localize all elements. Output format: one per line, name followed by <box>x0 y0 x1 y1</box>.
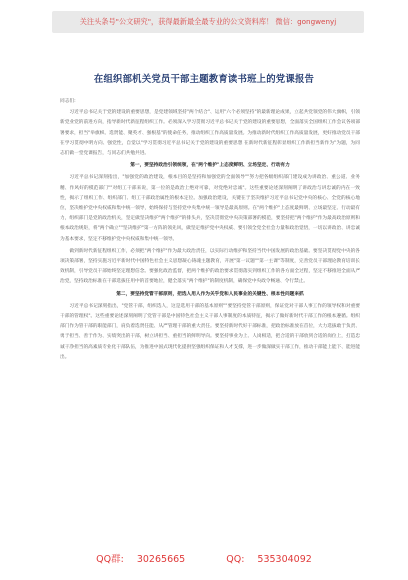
section-heading: 第二，要坚持党管干部原则，把选人用人作为关乎党和人民事业的关键性、根本性问题来抓 <box>116 291 304 297</box>
paragraph-list <box>60 108 360 363</box>
body-paragraph: 习近平总书记深刻指出，"党管干部，组织选人，这是选用干部的基本原则""要坚持党管干部原则，保证党对干部人事工作的领导权和对重要干部的管理权"。这些重要论述深刻阐明了党管干部是中国特色社会主义干部人事制度的本质特征，揭示了做好新时代干部工作的根本遵循。组织部门作为管干部的职能部门，肩负着选贤任能、从严管理干部的重大责任。要坚持新时代好干部标准，把政治标准放在首位，大力选拔敢于负责、勇于担当、善于作为、实绩突出的干部，树立讲担当、重担当的鲜明导向。要坚持事业为上、人岗相适，把合适的干部放到合适的岗位上，打造忠诚干净担当的高素质专业化干部队伍，为推进中国式现代化提供坚强组织保证和人才支撑，进一步做深做实干部工作，推动干部能上能下、能进能出。 <box>60 303 361 360</box>
body-paragraph: 习近平总书记深刻指出，"加强党的政治建设，根本目的是坚持和加强党的全面领导""努力把各级组织部门建设成为讲政治、重公道、业务精、作风好的模范部门""对组工干部来说，第一位的是政治上绝对可靠，对党绝对忠诚"。这些重要论述深刻阐明了讲政治与讲忠诚的内在一致性，揭示了组织工作、组织部门、组工干部政治属性的根本定位。加强政治建设，关键在于坚决维护习近平总书记党中央的核心、全党的核心地位，坚决维护党中央权威和集中统一领导，始终保持与坚持党中央集中统一领导是最高原则。在"两个维护"上态度最鲜明、立场最坚定、行动最有力，组织部门是党的政治机关，坚定做坚决维护"两个维护"的排头兵，坚决贯彻党中央决策部署的模范，要坚持把"两个维护"作为最高政治原则和根本政治规矩，将"两个确立""坚决维护"第一方阵的领先风，做坚定维护党中央权威、要引领全党全社会力量和政治觉悟，一切以讲政治、讲忠诚为基本要求，坚定不移维护党中央权威和集中统一领导。 <box>60 175 360 242</box>
document-title: 在组织部机关党员干部主题教育读书班上的党课报告 <box>93 74 315 85</box>
section-heading: 第一，要坚持政治引领统领，在"两个维护"上态度鲜明、立场坚定、行动有力 <box>130 163 290 169</box>
body-paragraph: 做到新时代新征程组织工作，必须把"两个维护"作为最大政治责任，以实际行动维护和坚持当代中国发展的政治基础。要坚决贯彻党中央的各项决策部署，坚持实施习近平新时代中国特色社会主义思想凝心铸魂主题教育，开展"第一议题""第一主课"等制度，完善党员干部理论教育培训长效机制，引导党员干部始终坚定理想信念。要强化政治监督，把两个维护的政治要求贯彻落实到组织工作的各方面全过程，坚定不移推进全面从严治党，坚持政治标准在干部选拔任用中的首要地位，健全落实"两个维护"的制度机制，确保党中央政令畅通、令行禁止。 <box>60 248 361 285</box>
document-body <box>60 97 360 365</box>
promo-banner: 关注头条号"公文研究"，获得最新最全最专业的公文资料库！ 微信：gongwenyj <box>52 11 364 33</box>
body-paragraph: 习近平总书记关于党的建设的重要思想，是党建领域坚持"两个结合"、运用"六个必须坚持"的最新理论成果，立起共党领党的伟大旗帜，引领新党业党的前进方向，指导新时代新征程组织工作。必须深入学习贯彻习近平总书记关于党的建设的重要思想，全面落实全国组织工作会议各项部署要求，担当"举旗帜、选贤能、聚英才、强根基"的使命任务，推动组织工作高质量发展。为推动新时代组织工作高质量发展，更好推动党员干部在学习贯彻中明方向、强党性，自觉以"学习贯彻习近平总书记关于党的建设的重要思想 在新时代新征程彰显组织工作新担当新作为"为题，为同志们做一堂党课报告，与同志们共勉共进。 <box>60 110 361 157</box>
greeting: 同志们: <box>60 99 76 104</box>
qq-number: QQ: 535304092 <box>226 554 312 565</box>
contact-footer <box>0 551 408 565</box>
qq-group: QQ群: 30265665 <box>96 554 186 565</box>
